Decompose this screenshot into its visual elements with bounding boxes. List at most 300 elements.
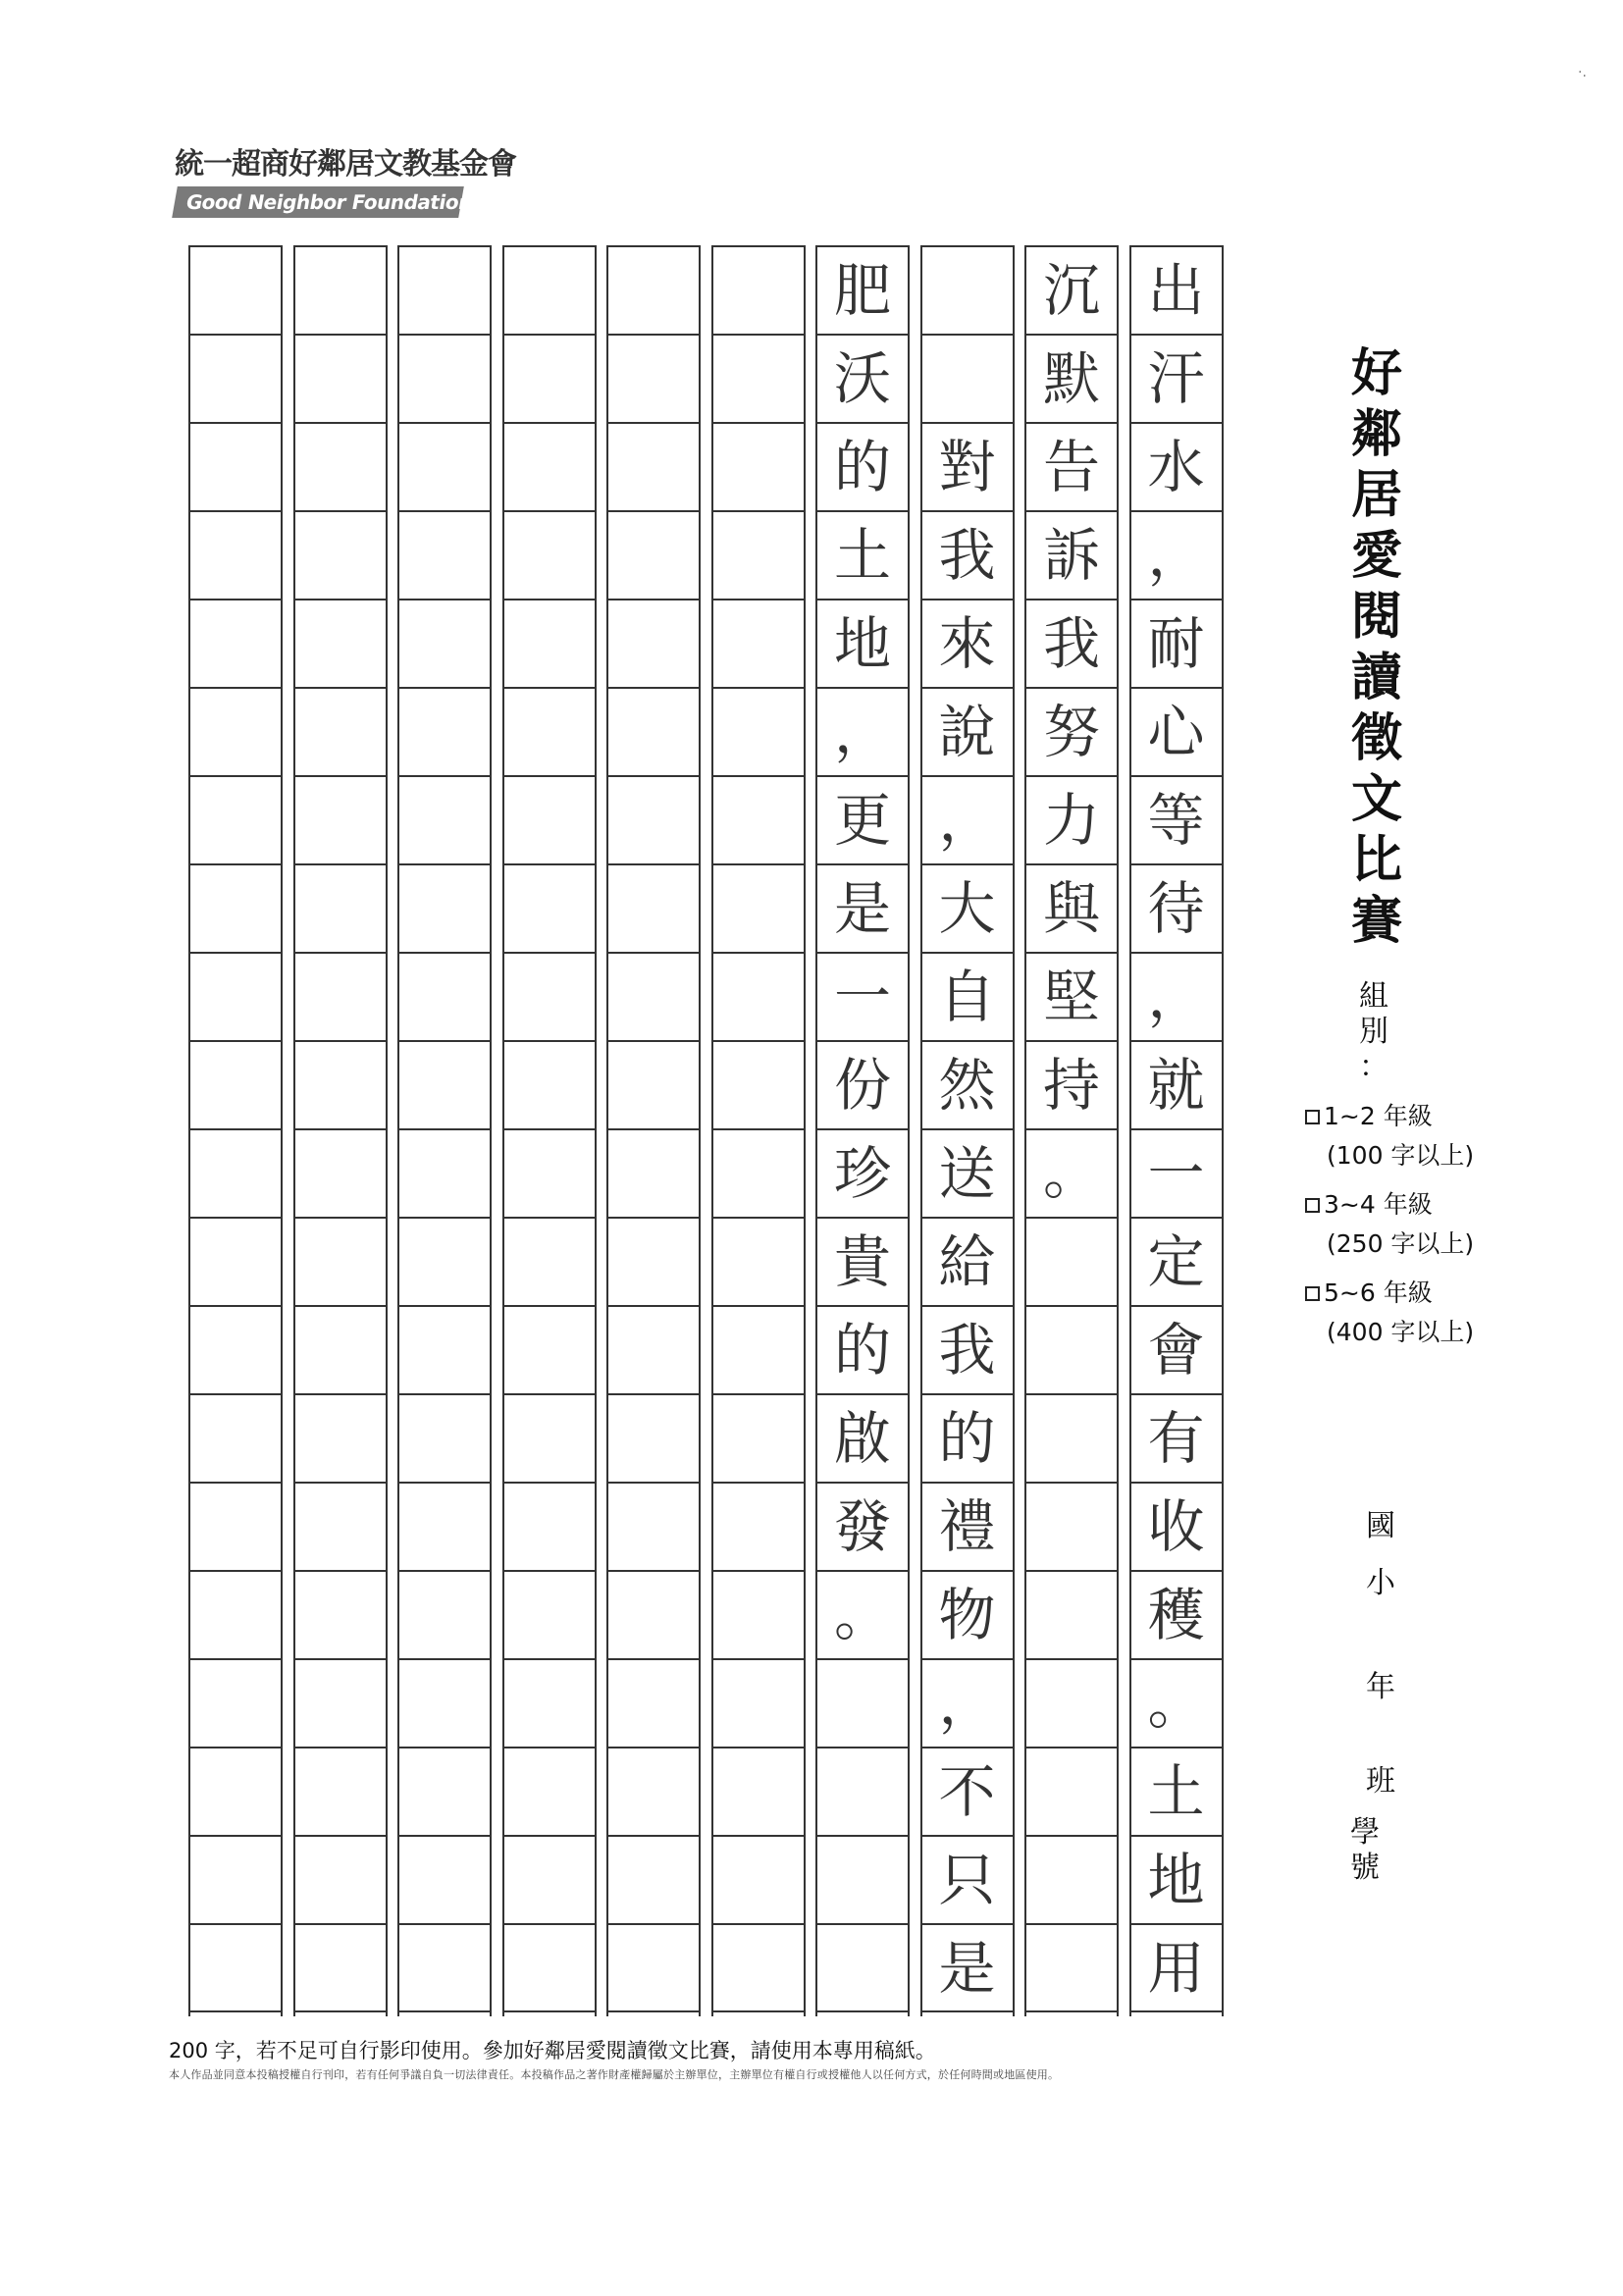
grid-cell[interactable] [1026,1923,1117,2012]
grid-cell[interactable] [190,687,281,775]
handwritten-char: 出 [1147,257,1205,324]
grid-cell[interactable] [190,1658,281,1747]
handwritten-char: 與 [1042,875,1100,942]
grid-cell[interactable] [295,1482,386,1570]
grid-cell[interactable] [922,952,1013,1040]
handwritten-char: ， [833,699,891,765]
grid-cell[interactable] [1131,599,1222,687]
grid-cell[interactable] [504,1923,595,2012]
grid-cell[interactable] [1131,1747,1222,1835]
handwritten-char: 沉 [1042,257,1100,324]
grid-column [920,245,1015,2016]
grid-cell[interactable] [1026,1305,1117,1393]
grid-cell[interactable] [817,1570,908,1658]
group-label-char: ： [1359,1050,1388,1084]
grid-cell[interactable] [817,245,908,334]
grid-cell[interactable] [817,1217,908,1305]
handwritten-char: 土 [833,522,891,589]
title-char: 賽 [1350,892,1402,951]
grid-cell[interactable] [817,422,908,510]
grid-cell[interactable] [1131,1658,1222,1747]
grid-cell[interactable] [1026,1482,1117,1570]
footer-instructions: 200 字，若不足可自行影印使用。參加好鄰居愛閱讀徵文比賽，請使用本專用稿紙。 [169,2039,936,2062]
grid-cell[interactable] [504,599,595,687]
grid-cell[interactable] [922,1658,1013,1747]
grid-cell[interactable] [1026,334,1117,422]
grid-cell[interactable] [1131,1217,1222,1305]
handwritten-char: 收 [1147,1493,1205,1560]
handwritten-char: 只 [938,1847,996,1913]
grid-cell[interactable] [190,1305,281,1393]
handwritten-char: 肥 [833,257,891,324]
handwritten-char: 的 [833,434,891,500]
grid-cell[interactable] [1131,1482,1222,1570]
handwritten-char: 來 [938,610,996,677]
grid-cell[interactable] [295,1040,386,1128]
handwritten-char: 貴 [833,1228,891,1295]
grid-cell[interactable] [922,1217,1013,1305]
grid-cell[interactable] [1026,952,1117,1040]
grid-cell[interactable] [1131,1305,1222,1393]
handwritten-char: 耐 [1147,610,1205,677]
grid-cell[interactable] [504,1305,595,1393]
grid-cell[interactable] [922,1128,1013,1217]
grid-cell[interactable] [1026,1128,1117,1217]
grid-cell[interactable] [922,1040,1013,1128]
grid-cell[interactable] [713,863,804,952]
handwritten-char: ， [1147,522,1205,589]
handwritten-char: 然 [938,1052,996,1119]
grid-cell[interactable] [817,1128,908,1217]
grid-cell[interactable] [190,1128,281,1217]
grid-cell[interactable] [1026,1570,1117,1658]
grid-cell[interactable] [1026,1393,1117,1482]
grid-cell[interactable] [817,687,908,775]
grid-cell[interactable] [1131,1570,1222,1658]
grid-cell[interactable] [1131,245,1222,334]
grid-cell[interactable] [922,1482,1013,1570]
grid-cell[interactable] [504,1217,595,1305]
grid-cell[interactable] [504,1747,595,1835]
grid-cell[interactable] [713,422,804,510]
title-char: 讀 [1350,649,1402,707]
grid-cell[interactable] [713,952,804,1040]
grid-cell[interactable] [608,687,699,775]
grid-cell[interactable] [504,422,595,510]
grid-cell[interactable] [1131,1923,1222,2012]
grid-cell[interactable] [922,775,1013,863]
grid-cell[interactable] [1131,863,1222,952]
grid-cell[interactable] [1026,1217,1117,1305]
grid-cell[interactable] [504,1393,595,1482]
student-id-label: 學號 [1350,1815,1380,1885]
grid-column [397,245,492,2016]
grid-cell[interactable] [504,1570,595,1658]
grid-cell[interactable] [399,1482,490,1570]
grid-cell[interactable] [608,1040,699,1128]
grid-cell[interactable] [504,1482,595,1570]
contest-title [1342,343,1411,952]
grid-cell[interactable] [504,1040,595,1128]
handwritten-char: 持 [1042,1052,1100,1119]
title-char: 愛 [1350,527,1402,586]
grid-cell[interactable] [713,510,804,599]
grid-cell[interactable] [399,775,490,863]
grid-cell[interactable] [504,245,595,334]
grid-cell[interactable] [817,599,908,687]
grid-cell[interactable] [817,334,908,422]
group-option-1-2[interactable] [1305,1097,1474,1172]
grid-cell[interactable] [922,1923,1013,2012]
grid-cell[interactable] [817,1747,908,1835]
grid-cell[interactable] [1026,1658,1117,1747]
grid-cell[interactable] [190,1835,281,1923]
grid-cell[interactable] [399,1128,490,1217]
manuscript-grid [188,245,1217,2016]
grid-cell[interactable] [922,1835,1013,1923]
grid-cell[interactable] [1131,422,1222,510]
grid-cell[interactable] [922,245,1013,334]
handwritten-char: 地 [833,610,891,677]
grid-cell[interactable] [190,510,281,599]
handwritten-char: 。 [833,1582,891,1648]
handwritten-char: 沃 [833,345,891,412]
grid-cell[interactable] [399,687,490,775]
grid-cell[interactable] [608,1393,699,1482]
option-grade: 1~2 年級 [1324,1102,1433,1130]
option-grade: 3~4 年級 [1324,1190,1433,1219]
title-char: 鄰 [1350,405,1402,464]
grid-cell[interactable] [295,687,386,775]
grade-field-label: 年 [1366,1670,1395,1704]
grid-cell[interactable] [190,245,281,334]
grid-cell[interactable] [295,1217,386,1305]
grid-cell[interactable] [190,1040,281,1128]
handwritten-char: 力 [1042,787,1100,854]
grid-cell[interactable] [817,1835,908,1923]
grid-cell[interactable] [713,245,804,334]
grid-cell[interactable] [608,599,699,687]
handwritten-char: 我 [938,1317,996,1383]
handwritten-char: 地 [1147,1847,1205,1913]
grid-cell[interactable] [608,1128,699,1217]
grid-cell[interactable] [504,334,595,422]
grid-cell[interactable] [504,1835,595,1923]
grid-cell[interactable] [713,1747,804,1835]
handwritten-char: ， [938,1670,996,1737]
handwritten-char: 水 [1147,434,1205,500]
grid-cell[interactable] [713,334,804,422]
grid-cell[interactable] [1026,775,1117,863]
grid-cell[interactable] [190,422,281,510]
grid-cell[interactable] [295,1128,386,1217]
option-requirement: (100 字以上) [1327,1141,1475,1170]
grid-cell[interactable] [817,775,908,863]
handwritten-char: 默 [1042,345,1100,412]
handwritten-char: 。 [1147,1670,1205,1737]
grid-cell[interactable] [713,599,804,687]
grid-cell[interactable] [399,510,490,599]
grid-cell[interactable] [399,1217,490,1305]
grid-cell[interactable] [817,1482,908,1570]
grid-cell[interactable] [1131,775,1222,863]
grid-cell[interactable] [608,422,699,510]
grid-cell[interactable] [190,863,281,952]
grid-column [1024,245,1119,2016]
grid-cell[interactable] [295,1923,386,2012]
grid-cell[interactable] [504,863,595,952]
grid-cell[interactable] [922,1570,1013,1658]
grid-cell[interactable] [608,1835,699,1923]
grid-cell[interactable] [504,510,595,599]
scan-mark: ·. [1578,65,1587,80]
grid-cell[interactable] [295,775,386,863]
grid-cell[interactable] [1131,1128,1222,1217]
grid-cell[interactable] [1026,599,1117,687]
grid-cell[interactable] [608,1217,699,1305]
grid-cell[interactable] [190,1393,281,1482]
grid-cell[interactable] [608,1570,699,1658]
group-label-char: 組 [1359,979,1388,1014]
grid-cell[interactable] [1131,952,1222,1040]
handwritten-char: 啟 [833,1405,891,1472]
grid-cell[interactable] [399,952,490,1040]
group-option-5-6[interactable] [1305,1274,1474,1348]
grid-cell[interactable] [713,1217,804,1305]
handwritten-char: 對 [938,434,996,500]
grid-cell[interactable] [922,510,1013,599]
footer-copyright-notice: 本人作品並同意本投稿授權自行刊印，若有任何爭議自負一切法律責任。本投稿作品之著作財產權歸屬於主辦單位，主辦單位有權自行或授權他人以任何方式，於任何時間或地區使用。 [169,2068,1060,2081]
grid-cell[interactable] [713,1040,804,1128]
grid-cell[interactable] [817,1305,908,1393]
foundation-logo [175,145,516,222]
grid-cell[interactable] [713,1482,804,1570]
grid-cell[interactable] [295,422,386,510]
grid-cell[interactable] [922,687,1013,775]
grid-cell[interactable] [399,1305,490,1393]
grid-cell[interactable] [295,1570,386,1658]
grid-cell[interactable] [817,952,908,1040]
grid-cell[interactable] [190,1747,281,1835]
handwritten-char: 我 [1042,610,1100,677]
grid-cell[interactable] [922,1393,1013,1482]
grid-cell[interactable] [1026,510,1117,599]
grid-cell[interactable] [608,1658,699,1747]
grid-cell[interactable] [817,1393,908,1482]
handwritten-char: 等 [1147,787,1205,854]
grid-cell[interactable] [399,1570,490,1658]
grid-cell[interactable] [713,1393,804,1482]
handwritten-char: 汗 [1147,345,1205,412]
grid-cell[interactable] [817,1923,908,2012]
handwritten-char: 用 [1147,1934,1205,2002]
grid-cell[interactable] [399,1040,490,1128]
group-label-char: 別 [1359,1015,1388,1049]
grid-cell[interactable] [504,1128,595,1217]
grid-cell[interactable] [399,599,490,687]
grid-cell[interactable] [190,599,281,687]
handwritten-char: 更 [833,787,891,854]
grid-cell[interactable] [608,952,699,1040]
grid-cell[interactable] [713,1305,804,1393]
grid-cell[interactable] [399,334,490,422]
handwritten-char: 我 [938,522,996,589]
grid-cell[interactable] [608,334,699,422]
grid-cell[interactable] [922,1747,1013,1835]
grid-column [815,245,910,2016]
grid-cell[interactable] [295,1305,386,1393]
grid-cell[interactable] [608,775,699,863]
handwritten-char: 說 [938,699,996,765]
grid-cell[interactable] [922,422,1013,510]
grid-cell[interactable] [1131,1393,1222,1482]
school-field-label: 國 [1366,1509,1395,1543]
grid-cell[interactable] [399,1923,490,2012]
handwritten-char: 。 [1042,1140,1100,1207]
grid-column [711,245,806,2016]
grid-cell[interactable] [817,510,908,599]
handwritten-char: 就 [1147,1052,1205,1119]
grid-cell[interactable] [399,1747,490,1835]
grid-cell[interactable] [608,1923,699,2012]
grid-cell[interactable] [295,334,386,422]
checkbox-icon[interactable] [1305,1110,1320,1124]
grid-cell[interactable] [608,510,699,599]
grid-cell[interactable] [190,334,281,422]
grid-cell[interactable] [817,863,908,952]
grid-cell[interactable] [1131,334,1222,422]
grid-cell[interactable] [190,952,281,1040]
grid-cell[interactable] [713,687,804,775]
handwritten-char: 心 [1147,699,1205,765]
checkbox-icon[interactable] [1305,1286,1320,1301]
grid-cell[interactable] [1131,1835,1222,1923]
handwritten-char: 一 [1147,1140,1205,1207]
handwritten-char: 土 [1147,1758,1205,1825]
grid-cell[interactable] [399,863,490,952]
handwritten-char: 送 [938,1140,996,1207]
grid-cell[interactable] [608,1482,699,1570]
grid-cell[interactable] [190,1482,281,1570]
grid-cell[interactable] [1026,1747,1117,1835]
grid-cell[interactable] [399,245,490,334]
grid-cell[interactable] [399,422,490,510]
title-char: 文 [1350,770,1402,829]
grid-cell[interactable] [713,1923,804,2012]
handwritten-char: 穫 [1147,1582,1205,1648]
handwritten-char: 一 [833,964,891,1030]
grid-cell[interactable] [608,1747,699,1835]
grid-cell[interactable] [295,1835,386,1923]
handwritten-char: 告 [1042,434,1100,500]
checkbox-icon[interactable] [1305,1198,1320,1213]
grid-cell[interactable] [190,1217,281,1305]
grid-cell[interactable] [1131,1040,1222,1128]
grid-cell[interactable] [295,863,386,952]
grid-cell[interactable] [399,1658,490,1747]
grid-cell[interactable] [1131,687,1222,775]
handwritten-char: 努 [1042,699,1100,765]
grid-cell[interactable] [190,775,281,863]
handwritten-char: 是 [938,1934,996,2002]
grid-cell[interactable] [504,1658,595,1747]
group-label [1349,979,1398,1085]
grid-cell[interactable] [399,1835,490,1923]
grid-cell[interactable] [608,1305,699,1393]
grid-cell[interactable] [713,1570,804,1658]
option-grade: 5~6 年級 [1324,1278,1433,1307]
grid-column [502,245,597,2016]
handwritten-char: ， [938,787,996,854]
handwritten-char: 大 [938,875,996,942]
handwritten-char: 珍 [833,1140,891,1207]
grid-cell[interactable] [504,952,595,1040]
grid-cell[interactable] [190,1923,281,2012]
title-char: 閱 [1350,588,1402,647]
grid-cell[interactable] [1131,510,1222,599]
grid-cell[interactable] [504,687,595,775]
handwritten-char: 自 [938,964,996,1030]
grid-cell[interactable] [295,599,386,687]
grid-cell[interactable] [295,1658,386,1747]
grid-column [188,245,283,2016]
grid-cell[interactable] [922,599,1013,687]
title-char: 比 [1350,831,1402,890]
grid-cell[interactable] [1026,863,1117,952]
grid-column [606,245,701,2016]
grid-cell[interactable] [713,1658,804,1747]
grid-cell[interactable] [295,952,386,1040]
handwritten-char: 會 [1147,1317,1205,1383]
grid-cell[interactable] [922,1305,1013,1393]
grid-cell[interactable] [713,1835,804,1923]
grid-cell[interactable] [608,245,699,334]
class-field-label: 班 [1366,1764,1395,1799]
grid-cell[interactable] [817,1040,908,1128]
handwritten-char: 訴 [1042,522,1100,589]
handwritten-char: 的 [833,1317,891,1383]
grid-cell[interactable] [922,863,1013,952]
grid-cell[interactable] [504,775,595,863]
option-requirement: (400 字以上) [1327,1318,1475,1346]
title-char: 徵 [1350,709,1402,768]
grid-cell[interactable] [713,775,804,863]
school-level-label: 小 [1366,1566,1395,1600]
logo-chinese-name: 統一超商好鄰居文教基金會 [175,147,516,182]
grid-cell[interactable] [1026,687,1117,775]
grid-cell[interactable] [295,1747,386,1835]
grid-cell[interactable] [190,1570,281,1658]
grid-cell[interactable] [608,863,699,952]
grid-cell[interactable] [295,1393,386,1482]
grid-cell[interactable] [1026,1040,1117,1128]
grid-cell[interactable] [922,334,1013,422]
handwritten-char: ， [1147,964,1205,1030]
group-option-3-4[interactable] [1305,1185,1474,1260]
grid-cell[interactable] [1026,245,1117,334]
grid-cell[interactable] [1026,1835,1117,1923]
grid-cell[interactable] [1026,422,1117,510]
grid-cell[interactable] [817,1658,908,1747]
handwritten-char: 給 [938,1228,996,1295]
grid-cell[interactable] [295,245,386,334]
handwritten-char: 發 [833,1493,891,1560]
grid-cell[interactable] [399,1393,490,1482]
handwritten-char: 是 [833,875,891,942]
grid-cell[interactable] [295,510,386,599]
grid-cell[interactable] [713,1128,804,1217]
grid-column [293,245,388,2016]
